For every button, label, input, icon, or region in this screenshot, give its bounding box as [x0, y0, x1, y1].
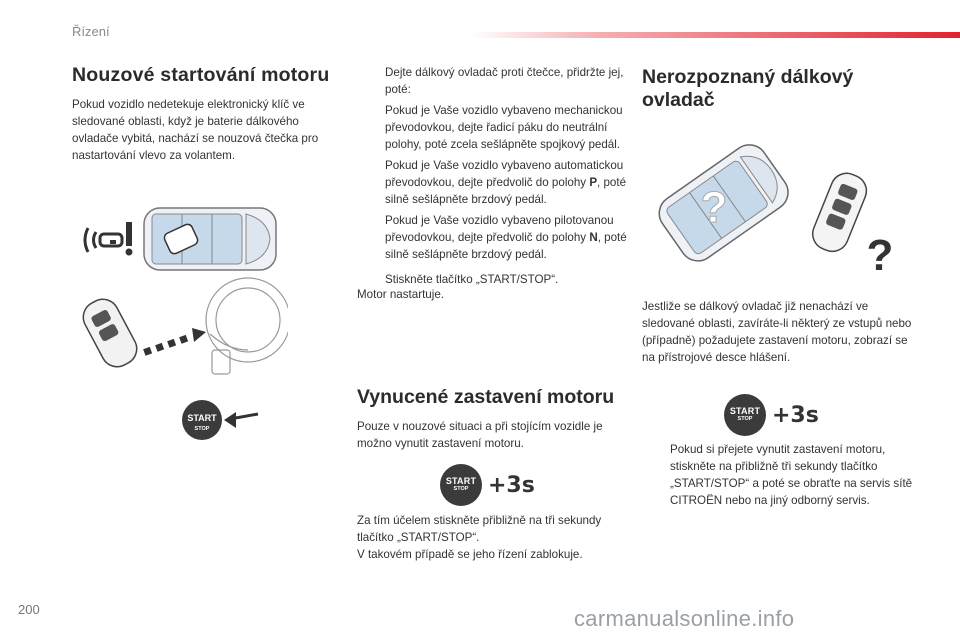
steering-wheel-drawing: [206, 278, 288, 374]
step-5-text: Stiskněte tlačítko „START/STOP“.: [385, 273, 559, 286]
step-3: [357, 157, 627, 208]
hold-three-seconds-icon: +3s: [488, 472, 535, 498]
step-1-text: Dejte dálkový ovladač proti čtečce, přidržte jej, poté:: [385, 66, 624, 96]
key-fob-right: [808, 169, 871, 257]
start-stop-icon: [440, 464, 482, 506]
paragraph-forced-stop: Pouze v nouzové situaci a při stojícím vozidle je možno vynutit zastavení motoru.: [357, 420, 603, 450]
car-with-question-drawing: [652, 124, 902, 284]
step-3-gear: P: [589, 176, 598, 189]
start-label: START: [445, 476, 477, 486]
start-stop-hold-illustration: [440, 464, 535, 506]
step-4: [357, 212, 627, 263]
step-2-text: Pokud je Vaše vozidlo vybaveno mechanickou převodovkou, dejte řadicí páku do neutrální polohy, poté zcela sešlápněte spojkový pedál.: [385, 104, 623, 151]
step-5: [357, 271, 627, 288]
heading-forced-stop: Vynucené zastavení motoru: [357, 386, 615, 408]
key-warning-icon: [85, 222, 133, 256]
key-question-mark: ?: [866, 231, 894, 280]
press-instruction-text: Za tím účelem stiskněte přibližně na tři sekundy tlačítko „START/STOP“.: [357, 514, 602, 544]
page-number: 200: [18, 602, 40, 617]
car-top-view: [144, 208, 276, 270]
paragraph-press-button: [357, 512, 625, 563]
right-step-text: Pokud si přejete vynutit zastavení motoru, stiskněte na přibližně tři sekundy tlačítko „START/STOP“ a poté se obraťte na servis sítě CITROËN nebo na jiný odborný servis.: [670, 443, 913, 507]
step-1: [357, 64, 627, 98]
step-2: [357, 102, 627, 153]
emergency-start-steps: [357, 64, 627, 303]
start-stop-button-drawing: [182, 400, 258, 440]
stop-label: STOP: [737, 416, 753, 422]
start-label: START: [729, 406, 761, 416]
button-stop-text: STOP: [194, 426, 210, 432]
step-3-text: Pokud je Vaše vozidlo vybaveno automatickou převodovkou, dejte předvolič do polohy: [385, 159, 624, 189]
header-accent-bar: [470, 32, 960, 38]
car-and-key-drawing: [78, 200, 288, 490]
heading-emergency-start: Nouzové startování motoru: [72, 64, 330, 86]
car-question-mark: ?: [700, 183, 728, 232]
step-4-gear: N: [589, 231, 598, 244]
section-title: Řízení: [72, 24, 110, 39]
heading-unrecognized-remote: Nerozpoznaný dálkový ovladač: [642, 66, 854, 111]
stop-label: STOP: [453, 486, 469, 492]
paragraph-emergency-start: Pokud vozidlo nedetekuje elektronický klíč ve sledované oblasti, když je baterie dálkového ovladače vybitá, nachází se nouzová čtečka pro nastartování vlevo za volantem.: [72, 98, 319, 162]
engine-starts-text: Motor nastartuje.: [357, 288, 444, 301]
step-3-text-end: , poté silně sešlápněte brzdový pedál.: [385, 176, 627, 206]
button-start-text: START: [187, 413, 217, 423]
steering-locked-text: V takovém případě se jeho řízení zablokuje.: [357, 548, 583, 561]
emergency-reader-illustration: [78, 200, 288, 490]
unrecognized-remote-illustration: [652, 124, 902, 284]
start-stop-hold-illustration-right: [724, 394, 819, 436]
start-stop-icon: [724, 394, 766, 436]
forced-stop-step: [642, 441, 914, 513]
dotted-arrow: [143, 328, 206, 356]
paragraph-unrecognized-remote: Jestliže se dálkový ovladač již nenachází ve sledované oblasti, zavíráte-li některý ze vstupů nebo (případně) požadujete zastavení motoru, zobrazí se na přístrojové desce hlášení.: [642, 300, 912, 364]
key-fob-drawing: [78, 294, 142, 373]
step-4-text: Pokud je Vaše vozidlo vybaveno pilotovanou převodovkou, dejte předvolič do polohy: [385, 214, 614, 244]
right-step: [642, 441, 914, 509]
watermark: carmanualsonline.info: [574, 606, 795, 631]
hold-three-seconds-icon: +3s: [772, 402, 819, 428]
step-4-text-end: , poté silně sešlápněte brzdový pedál.: [385, 231, 627, 261]
